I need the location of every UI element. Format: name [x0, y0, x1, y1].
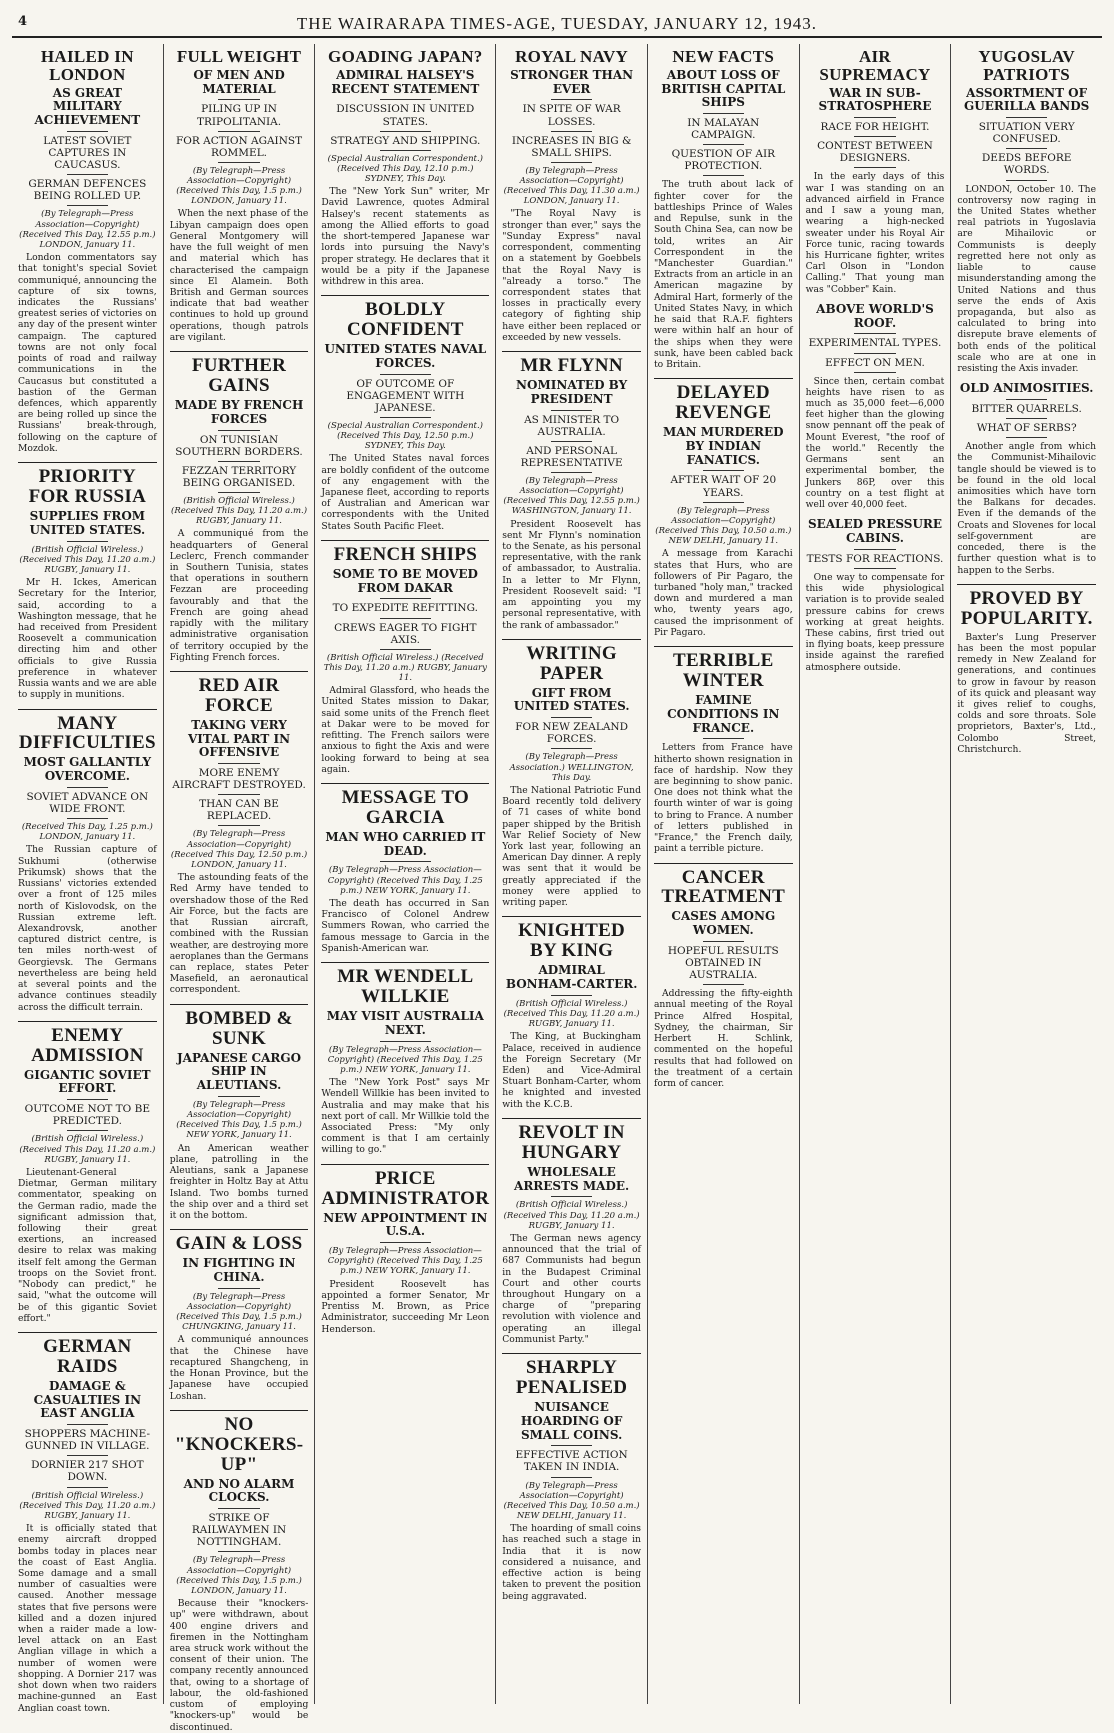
article-subheading: CONTEST BETWEEN DESIGNERS.	[817, 140, 933, 165]
dateline: (By Telegraph—Press Association—Copyright) (Received This Day, 10.50 a.m.) NEW DELHI, January 11.	[655, 505, 792, 547]
divider-rule	[854, 167, 896, 168]
article	[957, 584, 1096, 755]
article-subheading: RACE FOR HEIGHT.	[820, 121, 930, 134]
article	[502, 916, 641, 1110]
article	[654, 646, 793, 854]
divider-rule	[67, 205, 109, 206]
divider-rule	[380, 1041, 430, 1042]
article-body: A message from Karachi states that Hurs, who are followers of Pir Pagaro, the turbaned "holy man," tracked down and murdered a man who, twenty years ago, caused the imprisonment of Pir Pagaro.	[653, 548, 793, 638]
article	[18, 462, 157, 700]
divider-rule	[380, 99, 430, 100]
article-body: It is officially stated that enemy aircraft dropped bombs today in places near the coast of East Anglia. Some damage and a small number of casualties were caused. Another message states that five persons were killed and a dozen injured when a raider made a low-level attack on an East Anglian village in which a number of women were shopping. A Dornier 217 was shot down when two raiders machine-gunned an East Anglian coast town.	[18, 1523, 157, 1714]
divider-rule	[67, 1424, 109, 1425]
article-headline: MANY DIFFICULTIES	[18, 709, 157, 754]
article-subheading: BITTER QUARRELS.	[971, 403, 1082, 416]
divider-rule	[67, 1130, 109, 1131]
article-subheading: QUESTION OF AIR PROTECTION.	[671, 148, 776, 173]
article-body: President Roosevelt has sent Mr Flynn's nomination to the Senate, as his personal representative, with the rank of ambassador, to Australia. In a letter to Mr Flynn, President Roosevelt said: "I am appointing you my personal representative, with the rank of ambassador."	[502, 518, 641, 631]
divider-rule	[551, 410, 593, 411]
article-headline: REVOLT IN HUNGARY	[502, 1118, 641, 1163]
divider-rule	[380, 374, 430, 375]
divider-rule	[703, 738, 745, 739]
divider-rule	[854, 372, 896, 373]
article	[502, 351, 641, 631]
dateline: (British Official Wireless.) (Received This Day, 11.20 a.m.) RUGBY, January 11.	[323, 652, 487, 683]
column-2	[164, 44, 316, 1733]
article-subheading: TAKING VERY VITAL PART IN OFFENSIVE	[188, 717, 291, 760]
article-subheading: FOR NEW ZEALAND FORCES.	[515, 721, 629, 746]
column-4	[496, 44, 648, 1704]
article-subheading: DISCUSSION IN UNITED STATES.	[336, 103, 475, 128]
article-subheading: STRATEGY AND SHIPPING.	[330, 134, 481, 147]
divider-rule	[551, 99, 593, 100]
article-subheading: SHOPPERS MACHINE-GUNNED IN VILLAGE.	[24, 1428, 151, 1453]
article-body: A communiqué announces that the Chinese have recaptured Shangcheng, in the Honan Province, but the Japanese have occupied Loshan.	[169, 1334, 309, 1402]
article-subheading: AFTER WAIT OF 20 YEARS.	[670, 474, 777, 499]
dateline: (By Telegraph—Press Association—Copyright) (Received This Day, 1.25 p.m.) NEW YORK, January 11.	[327, 865, 483, 896]
divider-rule	[551, 1445, 593, 1446]
divider-rule	[218, 162, 260, 163]
divider-rule	[380, 861, 430, 862]
divider-rule	[67, 541, 109, 542]
divider-rule	[67, 787, 109, 788]
article-headline: ENEMY ADMISSION	[18, 1021, 157, 1066]
article-subheading: HOPEFUL RESULTS OBTAINED IN AUSTRALIA.	[667, 945, 779, 982]
article-subheading: IN FIGHTING IN CHINA.	[182, 1256, 296, 1284]
divider-rule	[380, 150, 430, 151]
article-body: The National Patriotic Fund Board recently told delivery of 71 cases of white bond paper shipped by the British War Relief Society of New York last year, following an American Day dinner. A reply was sent that it would be greatly appreciated if the money were applied to writing paper.	[502, 784, 641, 909]
article-subheading: CASES AMONG WOMEN.	[671, 909, 776, 938]
article-headline: PROVED BY POPULARITY.	[957, 584, 1096, 629]
article	[321, 295, 489, 532]
article-subheading: MAN MURDERED BY INDIAN FANATICS.	[663, 425, 784, 467]
divider-rule	[218, 1551, 260, 1552]
article-subheading: MOST GALLANTLY OVERCOME.	[23, 755, 152, 784]
article	[321, 962, 489, 1156]
divider-rule	[218, 461, 260, 462]
article-subheading: PILING UP IN TRIPOLITANIA.	[196, 103, 282, 128]
article-headline: RED AIR FORCE	[170, 671, 309, 716]
article-subheading: WHAT OF SERBS?	[976, 422, 1077, 435]
article-headline: HAILED IN LONDON	[40, 47, 134, 84]
article-subheading: GIFT FROM UNITED STATES.	[513, 685, 630, 714]
article-body: LONDON, October 10. The controversy now raging in the United States whether real patriots in Yugoslavia are Mihailovic or Communists is deeply regretted here not only as liable to cause misunderstanding among the United Nations and thus serve the ends of Axis propaganda, but also as calculated to bring into disrepute brave elements of both ends of the political scale who are at one in resisting the Axis invader.	[957, 183, 1097, 375]
article	[18, 48, 157, 454]
divider-rule	[380, 1242, 430, 1243]
article-headline: GOADING JAPAN?	[328, 47, 483, 66]
article-subheading: SOME TO BE MOVED FROM DAKAR	[332, 566, 478, 595]
dateline: (British Official Wireless.) (Received This Day, 11.20 a.m.) RUGBY, January 11.	[503, 998, 640, 1030]
article-headline: GERMAN RAIDS	[18, 1332, 157, 1377]
article-body: The "New York Post" says Mr Wendell Willkie has been invited to Australia and may make that his next port of call. Mr Willkie told the Associated Press: "My only comment is that I am certainly willing to go."	[321, 1077, 490, 1156]
divider-rule	[551, 1477, 593, 1478]
dateline: (Received This Day, 1.25 p.m.) LONDON, January 11.	[21, 822, 153, 843]
article-body: London commentators say that tonight's special Soviet communiqué, announcing the capture of six towns, indicates the Russians' greatest series of victories on any day of the present winter campaign. The captured towns are not only focal points of road and railway communications in the Caucasus but constituted a bastion of the German defences, which apparently are being rolled up since the Russians' break-through, following on the capture of Mozdok.	[18, 252, 157, 454]
article-body: The death has occurred in San Francisco of Colonel Andrew Summers Rowan, who carried the famous message to Garcia in the Spanish-American war.	[321, 897, 490, 954]
article-body: Admiral Glassford, who heads the United States mission to Dakar, said some units of the French fleet at Dakar were to be moved for refitting. The French sailors were anxious to fight the Axis and were looking forward to being at sea again.	[321, 685, 490, 775]
dateline: (British Official Wireless.) (Received This Day, 11.20 a.m.) RUGBY, January 11.	[503, 1200, 640, 1231]
dateline: (By Telegraph—Press Association—Copyright) (Received This Day, 12.55 p.m.) WASHINGTON, January 11.	[503, 475, 640, 517]
article-body: Mr H. Ickes, American Secretary for the Interior, said, according to a Washington message, that he had received from President Roosevelt a communication directing him and other officials to give Russia preference in whatever Russia wants and we are able to supply in munitions.	[18, 577, 157, 701]
article-subheading: THAN CAN BE REPLACED.	[199, 798, 279, 823]
article-subheading: JAPANESE CARGO SHIP IN ALEUTIANS.	[176, 1050, 302, 1093]
divider-rule	[218, 430, 260, 431]
divider-rule	[703, 144, 745, 145]
divider-rule	[218, 1508, 260, 1509]
divider-rule	[218, 794, 260, 795]
article-headline: MESSAGE TO GARCIA	[321, 783, 489, 828]
divider-rule	[854, 353, 896, 354]
divider-rule	[551, 162, 593, 163]
divider-rule	[218, 1096, 260, 1097]
column-5	[648, 44, 800, 1704]
article-subheading: TO EXPEDITE REFITTING.	[332, 602, 478, 615]
divider-rule	[703, 113, 745, 114]
dateline: (By Telegraph—Press Association—Copyright) (Received This Day, 1.25 p.m.) NEW YORK, January 11.	[327, 1044, 483, 1075]
article	[806, 303, 945, 510]
article-body: The "New York Sun" writer, Mr David Lawrence, quotes Admiral Halsey's recent statements as among the Allied efforts to goad the short-tempered Japanese war lords into pursuing the Navy's proper strategy. He declares that it would be a pity if the Japanese withdrew in this area.	[321, 186, 490, 287]
article-subheading: IN MALAYAN CAMPAIGN.	[687, 117, 760, 142]
article-subheading: GIGANTIC SOVIET EFFORT.	[24, 1067, 151, 1096]
column-7	[951, 44, 1102, 1704]
article-headline: MR FLYNN	[502, 351, 641, 376]
article-subheading: AND PERSONAL REPRESENTATIVE	[520, 444, 623, 469]
article-headline: FRENCH SHIPS	[321, 540, 489, 565]
article-subheading: FEZZAN TERRITORY BEING ORGANISED.	[181, 464, 297, 489]
article	[502, 1353, 641, 1602]
divider-rule	[854, 117, 896, 118]
article-subheading: MADE BY FRENCH FORCES	[174, 397, 304, 426]
article-body: Another angle from which the Communist-Mihailovic tangle should be viewed is to be found in the old local animosities which have torn the Balkans for decades. Even if the demands of the Croats and Slovenes for local self-government are conceded, there is the further question what is to happen to the Serbs.	[957, 441, 1097, 576]
article-subheading: WAR IN SUB-STRATOSPHERE	[818, 85, 932, 114]
divider-rule	[380, 618, 430, 619]
article-subheading: MAN WHO CARRIED IT DEAD.	[325, 829, 486, 858]
article-subheading: DEEDS BEFORE WORDS.	[981, 152, 1072, 177]
dateline: (British Official Wireless.) (Received This Day, 11.20 a.m.) RUGBY, January 11.	[19, 1490, 156, 1521]
article-subheading: INCREASES IN BIG & SMALL SHIPS.	[511, 134, 632, 159]
article	[321, 1164, 489, 1335]
article-subheading: AS GREAT MILITARY ACHIEVEMENT	[34, 85, 141, 128]
article	[170, 48, 309, 343]
article-subheading: ON TUNISIAN SOUTHERN BORDERS.	[175, 433, 303, 458]
article-subheading: ABOUT LOSS OF BRITISH CAPITAL SHIPS	[661, 67, 786, 110]
divider-rule	[1006, 180, 1048, 181]
article	[170, 1004, 309, 1222]
article-subheading: CREWS EAGER TO FIGHT AXIS.	[334, 621, 477, 646]
dateline: (By Telegraph—Press Association.) WELLINGTON, This Day.	[509, 752, 634, 783]
article-body: Lieutenant-General Dietmar, German military commentator, speaking on the German radio, made the significant admission that, following their great exertions, an increased desire to relax was making itself felt among the German troops on the Soviet front. "Nobody can predict," he said, "what the outcome will be of this gigantic Soviet effort."	[18, 1166, 157, 1324]
article-subheading: DAMAGE & CASUALTIES IN EAST ANGLIA	[33, 1378, 142, 1421]
article-subheading: SEALED PRESSURE CABINS.	[807, 517, 943, 546]
divider-rule	[551, 441, 593, 442]
article-subheading: ADMIRAL BONHAM-CARTER.	[505, 963, 638, 992]
divider-rule	[1006, 399, 1048, 400]
article-headline: PRICE ADMINISTRATOR	[321, 1164, 489, 1209]
divider-rule	[1006, 437, 1048, 438]
divider-rule	[703, 941, 745, 942]
article-body: The German news agency announced that the trial of 687 Communists had begun in the Budapest Criminal Court and other courts throughout Hungary on a charge of "preparing revolution with violence and operating an illegal Communist Party."	[502, 1232, 641, 1345]
newspaper-title: THE WAIRARAPA TIMES-AGE, TUESDAY, JANUARY 12, 1943.	[296, 14, 818, 33]
article-headline: ROYAL NAVY	[515, 47, 629, 66]
divider-rule	[380, 598, 430, 599]
divider-rule	[380, 417, 430, 418]
article-body: A communiqué from the headquarters of General Leclerc, French commander in Southern Tunisia, states that operations in southern Fezzan are proceeding favourably and that the French are going ahead rapidly with the military administrative organisation of territory occupied by the Fighting French forces.	[169, 528, 309, 663]
article-headline: CANCER TREATMENT	[654, 863, 793, 908]
column-1	[12, 44, 164, 1714]
article-subheading: EFFECTIVE ACTION TAKEN IN INDIA.	[515, 1449, 628, 1474]
article-body: The King, at Buckingham Palace, received in audience the Foreign Secretary (Mr Eden) and Vice-Admiral Stuart Bonham-Carter, whom he knighted and invested with the K.C.B.	[502, 1031, 641, 1110]
article-headline: BOLDLY CONFIDENT	[321, 295, 489, 340]
article	[654, 863, 793, 1090]
divider-rule	[67, 131, 109, 132]
article-headline: PRIORITY FOR RUSSIA	[18, 462, 157, 507]
article-subheading: FOR ACTION AGAINST ROMMEL.	[175, 134, 303, 159]
dateline: (Special Australian Correspondent.) (Received This Day, 12.50 p.m.) SYDNEY, This Day.	[327, 420, 483, 452]
divider-rule	[551, 995, 593, 996]
article-headline: NEW FACTS	[672, 47, 775, 66]
article-subheading: AND NO ALARM CLOCKS.	[183, 1476, 295, 1505]
article-subheading: DORNIER 217 SHOT DOWN.	[31, 1459, 144, 1484]
article-headline: WRITING PAPER	[502, 639, 641, 684]
article-body: "The Royal Navy is stronger than ever," says the "Sunday Express" naval correspondent, commenting on a statement by Goebbels that the Royal Navy is "already a torso." The correspondent states that losses in practically every category of fighting ship have either been replaced or exceeded by new vessels.	[502, 208, 641, 343]
article-headline: SHARPLY PENALISED	[502, 1353, 641, 1398]
divider-rule	[854, 568, 896, 569]
article	[170, 671, 309, 996]
divider-rule	[67, 174, 109, 175]
divider-rule	[1006, 148, 1048, 149]
article	[321, 48, 489, 287]
article-subheading: NUISANCE HOARDING OF SMALL COINS.	[520, 1400, 623, 1442]
article	[170, 351, 309, 663]
divider-rule	[854, 136, 896, 137]
article-subheading: ABOVE WORLD'S ROOF.	[816, 301, 934, 330]
article	[18, 1332, 157, 1714]
divider-rule	[854, 333, 896, 334]
article	[957, 48, 1096, 374]
article-body: President Roosevelt has appointed a former Senator, Mr Prentiss M. Brown, as Price Administrator, succeeding Mr Leon Henderson.	[321, 1278, 490, 1335]
article-body: One way to compensate for this wide physiological variation is to provide sealed pressure cabins for crews working at great heights. These cabins, first tried out in flying boats, keep pressure inside against the rarefied atmosphere outside.	[805, 571, 945, 673]
article	[502, 1118, 641, 1345]
article	[957, 382, 1096, 576]
divider-rule	[67, 1099, 109, 1100]
article-body: Because their "knockers-up" were withdrawn, about 400 engine drivers and firemen in the Nottingham area struck work without the consent of their union. The company recently announced that, owing to a shortage of labour, the old-fashioned custom of employing "knockers-up" would be discontinued.	[169, 1598, 309, 1733]
divider-rule	[380, 131, 430, 132]
article-subheading: LATEST SOVIET CAPTURES IN CAUCASUS.	[43, 135, 132, 172]
article-body: The astounding feats of the Red Army have tended to overshadow those of the Red Air Force, but the facts are that Russian aircraft, combined with the Russian weather, are destroying more aeroplanes than the Germans can replace, states Peter Masefield, an aeronautical correspondent.	[169, 872, 309, 996]
article-subheading: MORE ENEMY AIRCRAFT DESTROYED.	[172, 767, 306, 792]
article	[654, 378, 793, 638]
divider-rule	[67, 1487, 109, 1488]
divider-rule	[67, 1455, 109, 1456]
column-3	[315, 44, 496, 1704]
divider-rule	[551, 717, 593, 718]
article-body: Baxter's Lung Preserver has been the most popular remedy in New Zealand for generations, and continues to grow in favour by reason of its quick and pleasant way it gives relief to coughs, colds and sore throats. Sole proprietors, Baxter's, Ltd., Colombo Street, Christchurch.	[957, 631, 1097, 755]
divider-rule	[703, 470, 745, 471]
article-subheading: EFFECT ON MEN.	[825, 356, 925, 369]
article-headline: NO "KNOCKERS-UP"	[170, 1410, 309, 1475]
article-headline: AIR SUPREMACY	[819, 47, 931, 84]
article-subheading: OLD ANIMOSITIES.	[959, 381, 1094, 396]
dateline: (By Telegraph—Press Association—Copyright) (Received This Day, 1.5 p.m.) LONDON, January 11.	[176, 1555, 302, 1596]
divider-rule	[218, 131, 260, 132]
article-body: In the early days of this war I was standing on an advanced airfield in France and I saw a young man, wearing a high-necked sweater under his Royal Air Force tunic, racing towards his Hurricane fighter, writes Carl Olson in "London Calling." That young man was "Cobber" Kain.	[805, 171, 945, 295]
dateline: (By Telegraph—Press Association—Copyright) (Received This Day, 10.50 a.m.) NEW DELHI, January 11.	[503, 1480, 640, 1522]
dateline: (British Official Wireless.) (Received This Day, 11.20 a.m.) RUGBY, January 11.	[19, 544, 156, 575]
divider-rule	[703, 502, 745, 503]
article	[654, 48, 793, 370]
article-subheading: MAY VISIT AUSTRALIA NEXT.	[326, 1008, 484, 1037]
columns-container	[12, 44, 1102, 1733]
article-body: An American weather plane, patrolling in the Aleutians, sank a Japanese freighter in Holtz Bay at Attu Island. Two bombs turned the ship over and a third set it on the bottom.	[169, 1142, 309, 1221]
article-subheading: OUTCOME NOT TO BE PREDICTED.	[24, 1103, 150, 1128]
article-subheading: SOVIET ADVANCE ON WIDE FRONT.	[26, 790, 149, 816]
article-subheading: FAMINE CONDITIONS IN FRANCE.	[667, 692, 780, 735]
dateline: (By Telegraph—Press Association—Copyright) (Received This Day, 1.5 p.m.) NEW YORK, January 11.	[176, 1099, 302, 1141]
article	[321, 540, 489, 775]
article-subheading: ADMIRAL HALSEY'S RECENT STATEMENT	[331, 67, 480, 96]
article-body: The truth about lack of fighter cover for the battleships Prince of Wales and Repulse, sunk in the South China Sea, can now be told, writes an Air Correspondent in the "Manchester Guardian." Extracts from an article in an American magazine by Admiral Hart, formerly of the United States Navy, in which he said that R.A.F. fighters were within half an hour of the ships when they were sunk, have been cabled back to Britain.	[653, 179, 793, 370]
article-subheading: AS MINISTER TO AUSTRALIA.	[524, 413, 620, 438]
article	[806, 48, 945, 295]
dateline: (By Telegraph—Press Association—Copyright) (Received This Day, 12.50 p.m.) LONDON, January 11.	[170, 829, 308, 871]
divider-rule	[218, 99, 260, 100]
divider-rule	[854, 549, 896, 550]
divider-rule	[218, 825, 260, 826]
article	[502, 48, 641, 343]
article	[18, 1021, 157, 1324]
article-headline: FURTHER GAINS	[170, 351, 309, 396]
divider-rule	[703, 984, 745, 985]
article-body: The Russian capture of Sukhumi (otherwise Prikumsk) shows that the Russians' victories extended over a front of 125 miles north of Kislovodsk, on the Russian extreme left. Alexandrovsk, another captured district centre, is ten miles north-west of Georgievsk. The Germans nevertheless are being held at several points and the advance continues steadily across the difficult terrain.	[18, 844, 157, 1013]
article	[170, 1410, 309, 1733]
dateline: (By Telegraph—Press Association—Copyright) (Received This Day, 1.5 p.m.) LONDON, January 11.	[176, 165, 302, 207]
article-subheading: STRONGER THAN EVER	[510, 67, 634, 96]
article-headline: FULL WEIGHT	[176, 47, 302, 66]
divider-rule	[551, 748, 593, 749]
article	[170, 1229, 309, 1402]
article-headline: MR WENDELL WILLKIE	[321, 962, 489, 1007]
dateline: (British Official Wireless.) (Received This Day, 11.20 a.m.) RUGBY, January 11.	[19, 1134, 156, 1165]
article-subheading: STRIKE OF RAILWAYMEN IN NOTTINGHAM.	[191, 1512, 287, 1549]
article-subheading: UNITED STATES NAVAL FORCES.	[324, 342, 487, 370]
divider-rule	[218, 492, 260, 493]
divider-rule	[551, 131, 593, 132]
article-body: Since then, certain combat heights have risen to as much as 35,000 feet—6,000 feet higher than the glowing snow pennant off the peak of Mount Everest, "the roof of the world." Recently the Germans sent an experimental bomber, the Junkers 86P, over this country on a test flight at well over 40,000 feet.	[805, 375, 945, 510]
article-body: Addressing the fifty-eighth annual meeting of the Royal Prince Alfred Hospital, Sydney, the chairman, Sir Herbert H. Schlink, commented on the hopeful results that had followed on the treatment of a certain form of cancer.	[653, 988, 793, 1089]
article-subheading: OF MEN AND MATERIAL	[193, 67, 285, 96]
article-subheading: OF OUTCOME OF ENGAGEMENT WITH JAPANESE.	[346, 377, 465, 414]
article-subheading: NOMINATED BY PRESIDENT	[516, 378, 628, 406]
article-subheading: EXPERIMENTAL TYPES.	[808, 337, 942, 350]
divider-rule	[1006, 117, 1048, 118]
article	[806, 518, 945, 673]
divider-rule	[380, 649, 430, 650]
article-subheading: NEW APPOINTMENT IN U.S.A.	[323, 1210, 488, 1239]
masthead	[12, 14, 1102, 38]
column-6	[800, 44, 952, 1704]
article-headline: TERRIBLE WINTER	[654, 646, 793, 691]
dateline: (By Telegraph—Press Association—Copyright) (Received This Day, 11.30 a.m.) LONDON, January 11.	[503, 165, 640, 207]
article	[502, 639, 641, 909]
article-body: Letters from France have hitherto shown resignation in face of hardship. Now they are beginning to show panic. One does not think what the fourth winter of war is going to bring to France. A number of letters published in "France," the French daily, paint a terrible picture.	[653, 742, 793, 855]
divider-rule	[703, 175, 745, 176]
article-headline: KNIGHTED BY KING	[502, 916, 641, 961]
dateline: (Special Australian Correspondent.) (Received This Day, 12.10 p.m.) SYDNEY, This Day.	[327, 153, 483, 184]
article	[18, 709, 157, 1013]
dateline: (By Telegraph—Press Association—Copyright) (Received This Day, 12.55 p.m.) LONDON, January 11.	[19, 209, 156, 250]
article-subheading: IN SPITE OF WAR LOSSES.	[522, 103, 621, 128]
divider-rule	[551, 472, 593, 473]
divider-rule	[551, 1196, 593, 1197]
article-headline: GAIN & LOSS	[170, 1229, 309, 1254]
divider-rule	[218, 763, 260, 764]
article-subheading: WHOLESALE ARRESTS MADE.	[514, 1164, 630, 1193]
article-subheading: ASSORTMENT OF GUERILLA BANDS	[964, 85, 1090, 114]
article-headline: BOMBED & SUNK	[170, 1004, 309, 1049]
divider-rule	[218, 1288, 260, 1289]
dateline: (British Official Wireless.) (Received This Day, 11.20 a.m.) RUGBY, January 11.	[171, 495, 308, 527]
divider-rule	[1006, 418, 1048, 419]
article-subheading: SITUATION VERY CONFUSED.	[978, 121, 1075, 146]
dateline: (By Telegraph—Press Association—Copyright) (Received This Day, 1.25 p.m.) NEW YORK, January 11.	[327, 1246, 483, 1277]
dateline: (By Telegraph—Press Association—Copyright) (Received This Day, 1.5 p.m.) CHUNGKING, January 11.	[176, 1291, 302, 1333]
divider-rule	[67, 818, 109, 819]
article-subheading: TESTS FOR REACTIONS.	[806, 552, 944, 565]
article-headline: YUGOSLAV PATRIOTS	[978, 47, 1075, 84]
article	[321, 783, 489, 954]
article-subheading: SUPPLIES FROM UNITED STATES.	[29, 508, 146, 537]
article-headline: DELAYED REVENGE	[654, 378, 793, 423]
article-body: The hoarding of small coins has reached such a stage in India that it is now considered a nuisance, and effective action is being taken to prevent the position being aggravated.	[502, 1523, 641, 1602]
article-body: The United States naval forces are boldly confident of the outcome of any engagement with the Japanese fleet, according to reports of Australian and American war correspondents with the United States South Pacific Fleet.	[321, 453, 490, 532]
article-body: When the next phase of the Libyan campaign does open General Montgomery will have the full weight of men and material which has characterised the campaign since El Alamein. Both British and German sources indicate that bad weather continues to hold up ground operations, though patrols are vigilant.	[169, 208, 309, 343]
article-subheading: GERMAN DEFENCES BEING ROLLED UP.	[28, 178, 147, 203]
page-number: 4	[18, 14, 28, 29]
